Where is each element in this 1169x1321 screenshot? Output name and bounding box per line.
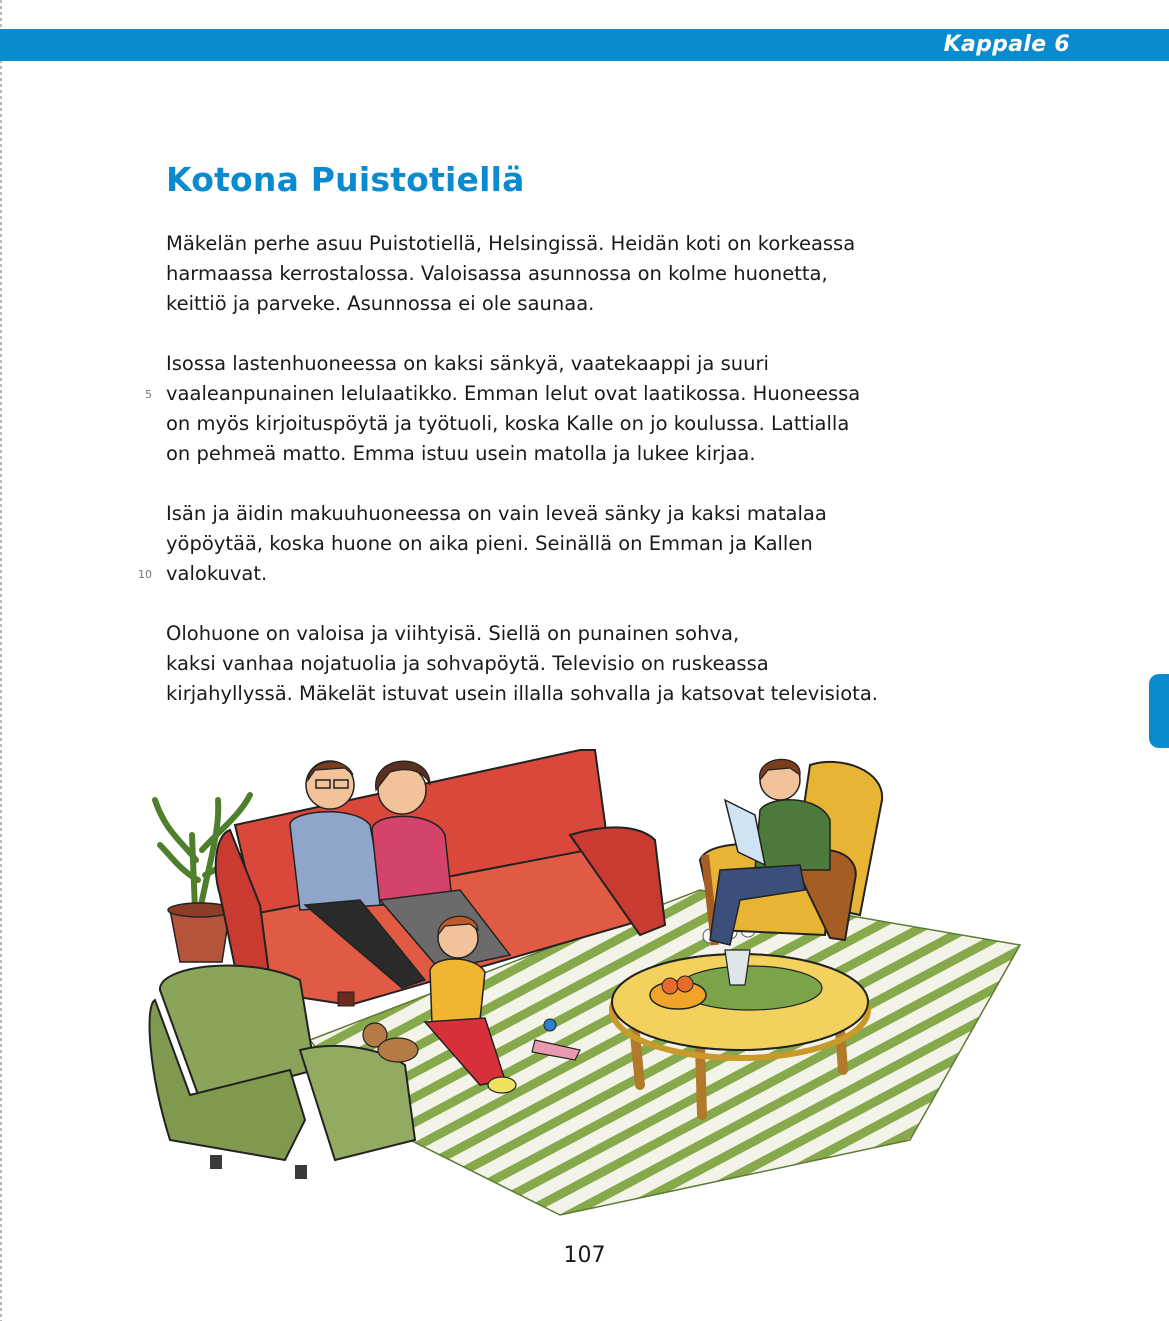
line-text: Olohuone on valoisa ja viihtyisä. Siellä on punainen sohva, bbox=[166, 622, 740, 645]
line-text: Mäkelän perhe asuu Puistotiellä, Helsingissä. Heidän koti on korkeassa bbox=[166, 232, 856, 255]
text-line bbox=[166, 619, 1026, 649]
text-line bbox=[166, 409, 1026, 439]
chapter-header-bar bbox=[0, 29, 1169, 61]
line-text: Isän ja äidin makuuhuoneessa on vain leveä sänky ja kaksi matalaa bbox=[166, 502, 827, 525]
text-line bbox=[138, 559, 1026, 589]
paragraph bbox=[145, 349, 1026, 469]
line-text: on myös kirjoituspöytä ja työtuoli, koska Kalle on jo koulussa. Lattialla bbox=[166, 412, 850, 435]
line-text: kaksi vanhaa nojatuolia ja sohvapöytä. Televisio on ruskeassa bbox=[166, 652, 769, 675]
line-text: Isossa lastenhuoneessa on kaksi sänkyä, vaatekaappi ja suuri bbox=[166, 352, 769, 375]
line-number: 10 bbox=[138, 568, 152, 581]
paragraph bbox=[166, 619, 1026, 709]
line-text: harmaassa kerrostalossa. Valoisassa asunnossa on kolme huonetta, bbox=[166, 262, 828, 285]
text-line bbox=[166, 499, 1026, 529]
living-room-illustration bbox=[140, 740, 1030, 1220]
text-line bbox=[166, 229, 1026, 259]
page-edge bbox=[0, 0, 2, 1321]
text-line bbox=[166, 289, 1026, 319]
chapter-label: Kappale 6 bbox=[943, 32, 1070, 57]
text-line bbox=[166, 259, 1026, 289]
text-line bbox=[145, 379, 1026, 409]
paragraph bbox=[138, 499, 1026, 589]
ball bbox=[544, 1019, 556, 1031]
line-text: keittiö ja parveke. Asunnossa ei ole saunaa. bbox=[166, 292, 595, 315]
paragraph bbox=[166, 229, 1026, 319]
text-line bbox=[166, 439, 1026, 469]
line-text: on pehmeä matto. Emma istuu usein matolla ja lukee kirjaa. bbox=[166, 442, 756, 465]
text-line bbox=[166, 679, 1026, 709]
text-body bbox=[138, 229, 1026, 739]
line-text: valokuvat. bbox=[166, 562, 268, 585]
line-text: yöpöytää, koska huone on aika pieni. Seinällä on Emman ja Kallen bbox=[166, 532, 813, 555]
line-number: 5 bbox=[145, 388, 152, 401]
page-number: 107 bbox=[563, 1243, 606, 1268]
section-thumb-tab bbox=[1149, 674, 1169, 748]
line-text: kirjahyllyssä. Mäkelät istuvat usein illalla sohvalla ja katsovat televisiota. bbox=[166, 682, 878, 705]
text-line bbox=[166, 649, 1026, 679]
text-line bbox=[166, 529, 1026, 559]
page-title: Kotona Puistotiellä bbox=[166, 160, 525, 199]
text-line bbox=[166, 349, 1026, 379]
line-text: vaaleanpunainen lelulaatikko. Emman lelut ovat laatikossa. Huoneessa bbox=[166, 382, 861, 405]
